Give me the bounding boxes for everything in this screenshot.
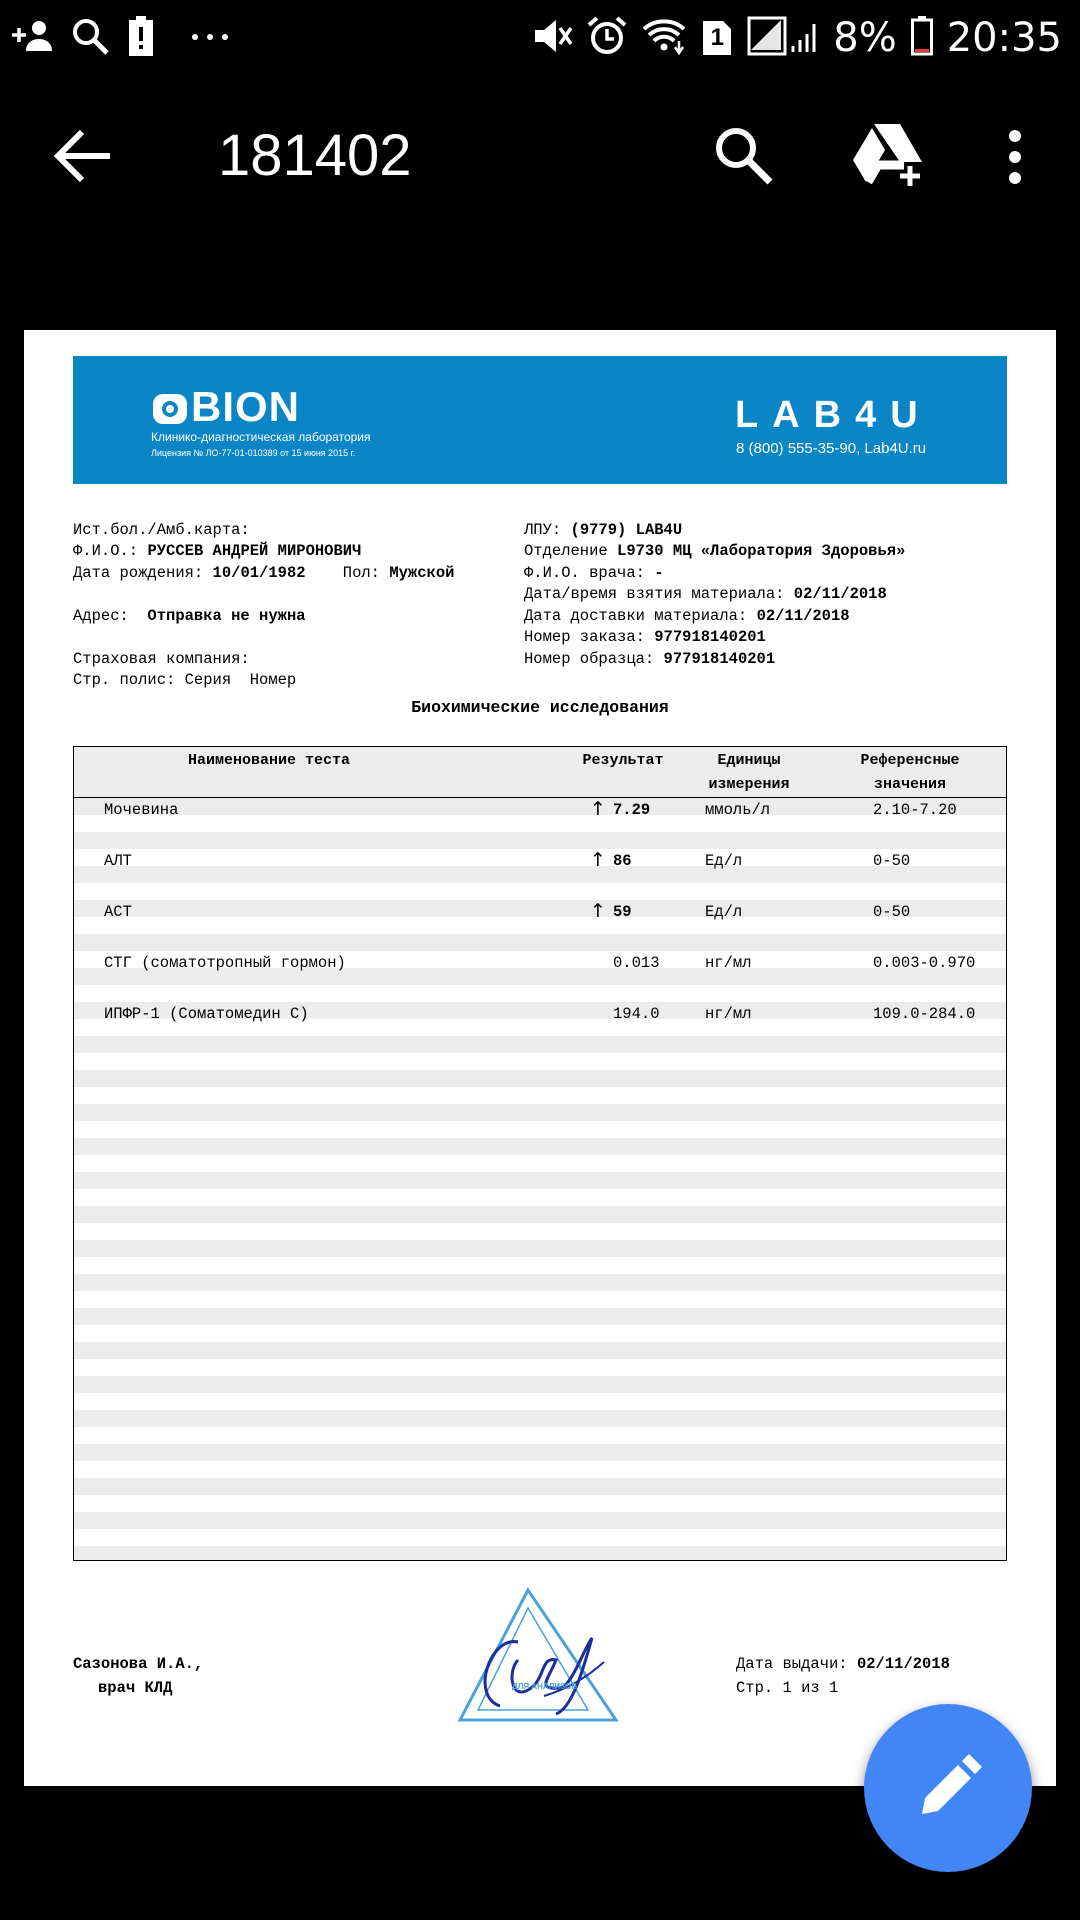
table-row: [74, 1004, 1006, 1024]
results-table: [73, 746, 1007, 1561]
test-units: нг/мл: [705, 954, 752, 972]
lpu-line: ЛПУ: (9779) LAB4U: [524, 520, 683, 539]
sim-icon: [701, 19, 733, 57]
table-row: [74, 851, 1006, 871]
test-name: Мочевина: [104, 801, 179, 819]
delivered-value: 02/11/2018: [756, 606, 850, 625]
back-button[interactable]: [52, 128, 114, 184]
test-units: Ед/л: [705, 903, 743, 921]
test-name: СТГ (соматотропный гормон): [104, 954, 346, 972]
alarm-icon: [587, 16, 627, 61]
test-name: АСТ: [104, 903, 132, 921]
insurance-label: Страховая компания:: [73, 649, 250, 668]
card-label: Ист.бол./Амб.карта:: [73, 520, 250, 539]
test-reference: 0.003-0.970: [873, 954, 976, 972]
table-row: [74, 953, 1006, 973]
lab-stamp: [454, 1586, 624, 1736]
policy-label: Стр. полис: Серия Номер: [73, 671, 297, 689]
sample-no-line: Номер образца: 977918140201: [524, 649, 776, 668]
add-person-icon: [12, 19, 52, 58]
test-reference: 0-50: [873, 852, 911, 870]
search-button[interactable]: [712, 124, 774, 186]
high-flag-icon: ↑: [590, 849, 606, 871]
dept-line: Отделение L9730 МЦ «Лаборатория Здоровья»: [524, 542, 906, 560]
edit-fab[interactable]: [864, 1704, 1032, 1872]
more-vert-icon: [1000, 130, 1030, 184]
test-name: АЛТ: [104, 852, 132, 870]
test-units: ммоль/л: [705, 801, 771, 819]
dept-value: L9730 МЦ «Лаборатория Здоровья»: [617, 542, 906, 560]
table-row: [74, 902, 1006, 922]
order-no-value: 977918140201: [654, 628, 766, 646]
issue-date-line: Дата выдачи: 02/11/2018: [736, 1655, 950, 1673]
test-reference: 2.10-7.20: [873, 801, 957, 819]
taken-line: Дата/время взятия материала: 02/11/2018: [524, 585, 887, 603]
bion-license: Лицензия № ЛО-77-01-010389 от 15 июня 2015 г.: [151, 448, 356, 458]
test-result: 194.0: [613, 1005, 660, 1023]
battery-icon: [911, 16, 933, 61]
add-to-drive-icon: [852, 122, 924, 188]
test-result: 7.29: [613, 801, 651, 819]
header-ref-2: значения: [873, 776, 946, 793]
stamp-text: ДЛЯ АНАЛИЗОВ: [512, 1682, 577, 1691]
patient-dob: 10/01/1982: [212, 563, 306, 582]
search-icon: [70, 16, 110, 61]
more-options-button[interactable]: [1000, 130, 1030, 184]
table-header: [74, 747, 1006, 798]
signer-role: врач КЛД: [98, 1679, 173, 1697]
signal-icon: [747, 16, 819, 61]
sim-slot-number: 1: [710, 24, 724, 51]
test-units: Ед/л: [705, 852, 743, 870]
pencil-icon: [912, 1752, 984, 1824]
battery-alert-icon: [128, 16, 154, 61]
dob-line: Дата рождения: 10/01/1982 Пол: Мужской: [73, 563, 455, 582]
lpu-value: (9779) LAB4U: [570, 520, 683, 539]
test-result: 59: [613, 903, 632, 921]
signer-name: Сазонова И.А.,: [73, 1655, 204, 1673]
order-info: [524, 498, 905, 713]
page-number: Стр. 1 из 1: [736, 1679, 839, 1697]
header-ref-1: Референсные: [860, 752, 960, 769]
high-flag-icon: ↑: [590, 900, 606, 922]
doctor-line: Ф.И.О. врача: -: [524, 563, 664, 582]
doctor-value: -: [654, 563, 664, 582]
test-name: ИПФР-1 (Соматомедин С): [104, 1005, 309, 1023]
pdf-page: [24, 330, 1056, 1786]
patient-address: Отправка не нужна: [147, 606, 306, 625]
more-dots-icon: [190, 29, 230, 47]
section-title: Биохимические исследования: [411, 698, 669, 717]
taken-value: 02/11/2018: [793, 585, 887, 603]
delivered-line: Дата доставки материала: 02/11/2018: [524, 606, 850, 625]
bion-subtitle: Клинико-диагностическая лаборатория: [151, 430, 371, 444]
high-flag-icon: ↑: [590, 798, 606, 820]
test-result: 86: [613, 852, 632, 870]
sample-no-value: 977918140201: [663, 649, 776, 668]
patient-name-line: Ф.И.О.: РУССЕВ АНДРЕЙ МИРОНОВИЧ: [73, 542, 362, 560]
test-result: 0.013: [613, 954, 660, 972]
arrow-back-icon: [52, 128, 114, 184]
patient-sex: Мужской: [389, 563, 455, 582]
lab4u-logo: LAB4U: [735, 394, 932, 436]
search-icon: [712, 124, 774, 186]
header-result: Результат: [582, 752, 664, 769]
header-units-2: измерения: [708, 776, 790, 793]
header-units-1: Единицы: [717, 752, 781, 769]
test-units: нг/мл: [705, 1005, 752, 1023]
lab-banner: [73, 356, 1007, 484]
add-to-drive-button[interactable]: [852, 122, 924, 188]
document-title: 181402: [218, 123, 412, 188]
mute-icon: [533, 18, 573, 59]
address-line: Адрес: Отправка не нужна: [73, 606, 306, 625]
bion-logo: [151, 383, 351, 430]
battery-percent: 8%: [833, 15, 897, 61]
wifi-icon: [641, 17, 687, 60]
test-reference: 0-50: [873, 903, 911, 921]
table-row: [74, 800, 1006, 820]
clock: 20:35: [946, 15, 1062, 61]
test-reference: 109.0-284.0: [873, 1005, 976, 1023]
order-no-line: Номер заказа: 977918140201: [524, 628, 766, 646]
issue-date: 02/11/2018: [856, 1655, 950, 1673]
lab4u-contact: 8 (800) 555-35-90, Lab4U.ru: [736, 440, 927, 457]
header-test: Наименование теста: [187, 752, 351, 769]
status-bar: [0, 0, 1080, 76]
patient-name: РУССЕВ АНДРЕЙ МИРОНОВИЧ: [147, 542, 362, 560]
app-toolbar: [0, 100, 1080, 212]
bion-name: BION: [191, 383, 300, 430]
